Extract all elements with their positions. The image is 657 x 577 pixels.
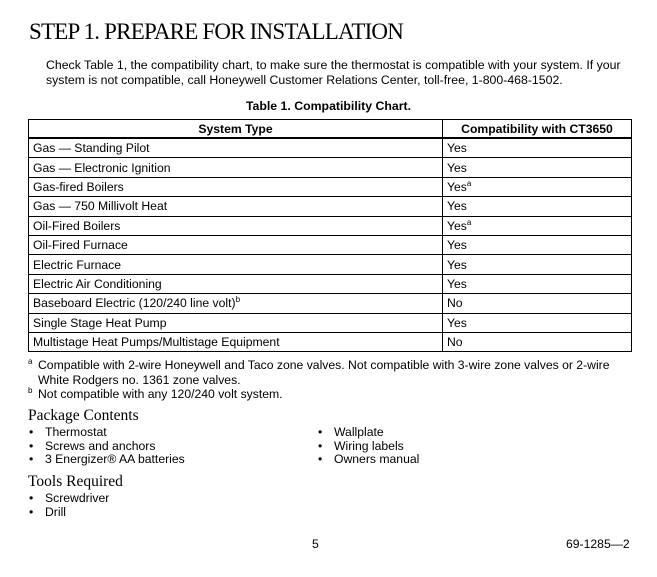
system-type-cell bbox=[29, 216, 443, 235]
header-system-type: System Type bbox=[29, 120, 443, 139]
system-type-cell bbox=[29, 313, 443, 332]
system-type-text: Electric Furnace bbox=[33, 257, 122, 272]
compatibility-text: No bbox=[447, 296, 463, 311]
system-type-cell bbox=[29, 235, 443, 254]
system-type-text: Multistage Heat Pumps/Multistage Equipment bbox=[33, 335, 280, 350]
table-row bbox=[29, 216, 632, 235]
table-footnotes bbox=[28, 358, 638, 402]
footnote-reference: b bbox=[235, 295, 241, 305]
table-row bbox=[29, 177, 632, 196]
table-row bbox=[29, 294, 632, 313]
compatibility-text: Yes bbox=[447, 257, 467, 272]
package-list-left bbox=[28, 426, 308, 467]
system-type-cell bbox=[29, 177, 443, 196]
table-row bbox=[29, 158, 632, 177]
compatibility-cell bbox=[443, 138, 632, 158]
compatibility-text: Yes bbox=[447, 315, 467, 330]
compatibility-text: Yes bbox=[447, 276, 467, 291]
table-row bbox=[29, 235, 632, 254]
header-compatibility: Compatibility with CT3650 bbox=[443, 120, 632, 139]
compatibility-text: Yes bbox=[447, 218, 467, 233]
table-row bbox=[29, 332, 632, 351]
document-number: 69-1285—2 bbox=[566, 537, 630, 551]
system-type-text: Electric Air Conditioning bbox=[33, 276, 162, 291]
package-contents-heading: Package Contents bbox=[28, 407, 139, 424]
compatibility-cell bbox=[443, 313, 632, 332]
table-caption: Table 1. Compatibility Chart. bbox=[245, 99, 412, 113]
compatibility-table bbox=[28, 119, 632, 352]
compatibility-cell bbox=[443, 158, 632, 177]
table-row bbox=[29, 313, 632, 332]
footnote-marker: b bbox=[28, 386, 33, 395]
tools-required-heading: Tools Required bbox=[28, 473, 123, 490]
system-type-text: Gas-fired Boilers bbox=[33, 179, 124, 194]
page-number: 5 bbox=[312, 537, 319, 551]
package-list-right bbox=[317, 426, 617, 467]
compatibility-cell bbox=[443, 235, 632, 254]
table-row bbox=[29, 197, 632, 216]
compatibility-text: Yes bbox=[447, 238, 467, 253]
system-type-cell bbox=[29, 197, 443, 216]
system-type-text: Gas — 750 Millivolt Heat bbox=[33, 199, 168, 214]
system-type-text: Baseboard Electric (120/240 line volt) bbox=[33, 296, 236, 311]
list-item: • Drill bbox=[28, 506, 308, 520]
list-item: • Screwdriver bbox=[28, 492, 308, 506]
compatibility-cell bbox=[443, 216, 632, 235]
list-item: • Owners manual bbox=[317, 453, 617, 467]
footnote-reference: a bbox=[466, 178, 472, 188]
system-type-cell bbox=[29, 158, 443, 177]
list-item: • Screws and anchors bbox=[28, 440, 308, 454]
system-type-text: Gas — Electronic Ignition bbox=[33, 160, 171, 175]
compatibility-cell bbox=[443, 197, 632, 216]
system-type-cell bbox=[29, 332, 443, 351]
compatibility-text: Yes bbox=[447, 160, 467, 175]
footnote-a bbox=[28, 358, 638, 387]
intro-paragraph: Check Table 1, the compatibility chart, to make sure the thermostat is compatible with your system. If your system is not compatible, call Honeywell Customer Relations Center, toll-free, 1-800-468-1502. bbox=[46, 58, 621, 87]
system-type-text: Gas — Standing Pilot bbox=[33, 141, 150, 156]
system-type-text: Oil-Fired Boilers bbox=[33, 218, 121, 233]
step-title: STEP 1. PREPARE FOR INSTALLATION bbox=[29, 19, 404, 44]
system-type-cell bbox=[29, 294, 443, 313]
compatibility-cell bbox=[443, 274, 632, 293]
system-type-cell bbox=[29, 274, 443, 293]
table-row bbox=[29, 255, 632, 274]
compatibility-text: No bbox=[447, 335, 463, 350]
system-type-cell bbox=[29, 138, 443, 158]
system-type-text: Oil-Fired Furnace bbox=[33, 238, 128, 253]
table-row bbox=[29, 274, 632, 293]
compatibility-text: Yes bbox=[447, 141, 467, 156]
table-header-row bbox=[29, 120, 632, 139]
compatibility-cell bbox=[443, 332, 632, 351]
footnote-text: Not compatible with any 120/240 volt system. bbox=[38, 387, 283, 401]
list-item: • Wallplate bbox=[317, 426, 617, 440]
list-item: • 3 Energizer® AA batteries bbox=[28, 453, 308, 467]
footnote-marker: a bbox=[28, 357, 33, 366]
footnote-text: Compatible with 2-wire Honeywell and Taco zone valves. Not compatible with 3-wire zone valves or 2-wire White Rodgers no. 1361 zone valves. bbox=[38, 358, 610, 387]
system-type-cell bbox=[29, 255, 443, 274]
compatibility-cell bbox=[443, 294, 632, 313]
footnote-reference: a bbox=[466, 217, 472, 227]
list-item: • Thermostat bbox=[28, 426, 308, 440]
compatibility-text: Yes bbox=[447, 199, 467, 214]
tools-list bbox=[28, 492, 308, 519]
system-type-text: Single Stage Heat Pump bbox=[33, 315, 167, 330]
compatibility-cell bbox=[443, 177, 632, 196]
compatibility-text: Yes bbox=[447, 179, 467, 194]
list-item: • Wiring labels bbox=[317, 440, 617, 454]
compatibility-cell bbox=[443, 255, 632, 274]
table-row bbox=[29, 138, 632, 158]
footnote-b bbox=[28, 387, 638, 402]
